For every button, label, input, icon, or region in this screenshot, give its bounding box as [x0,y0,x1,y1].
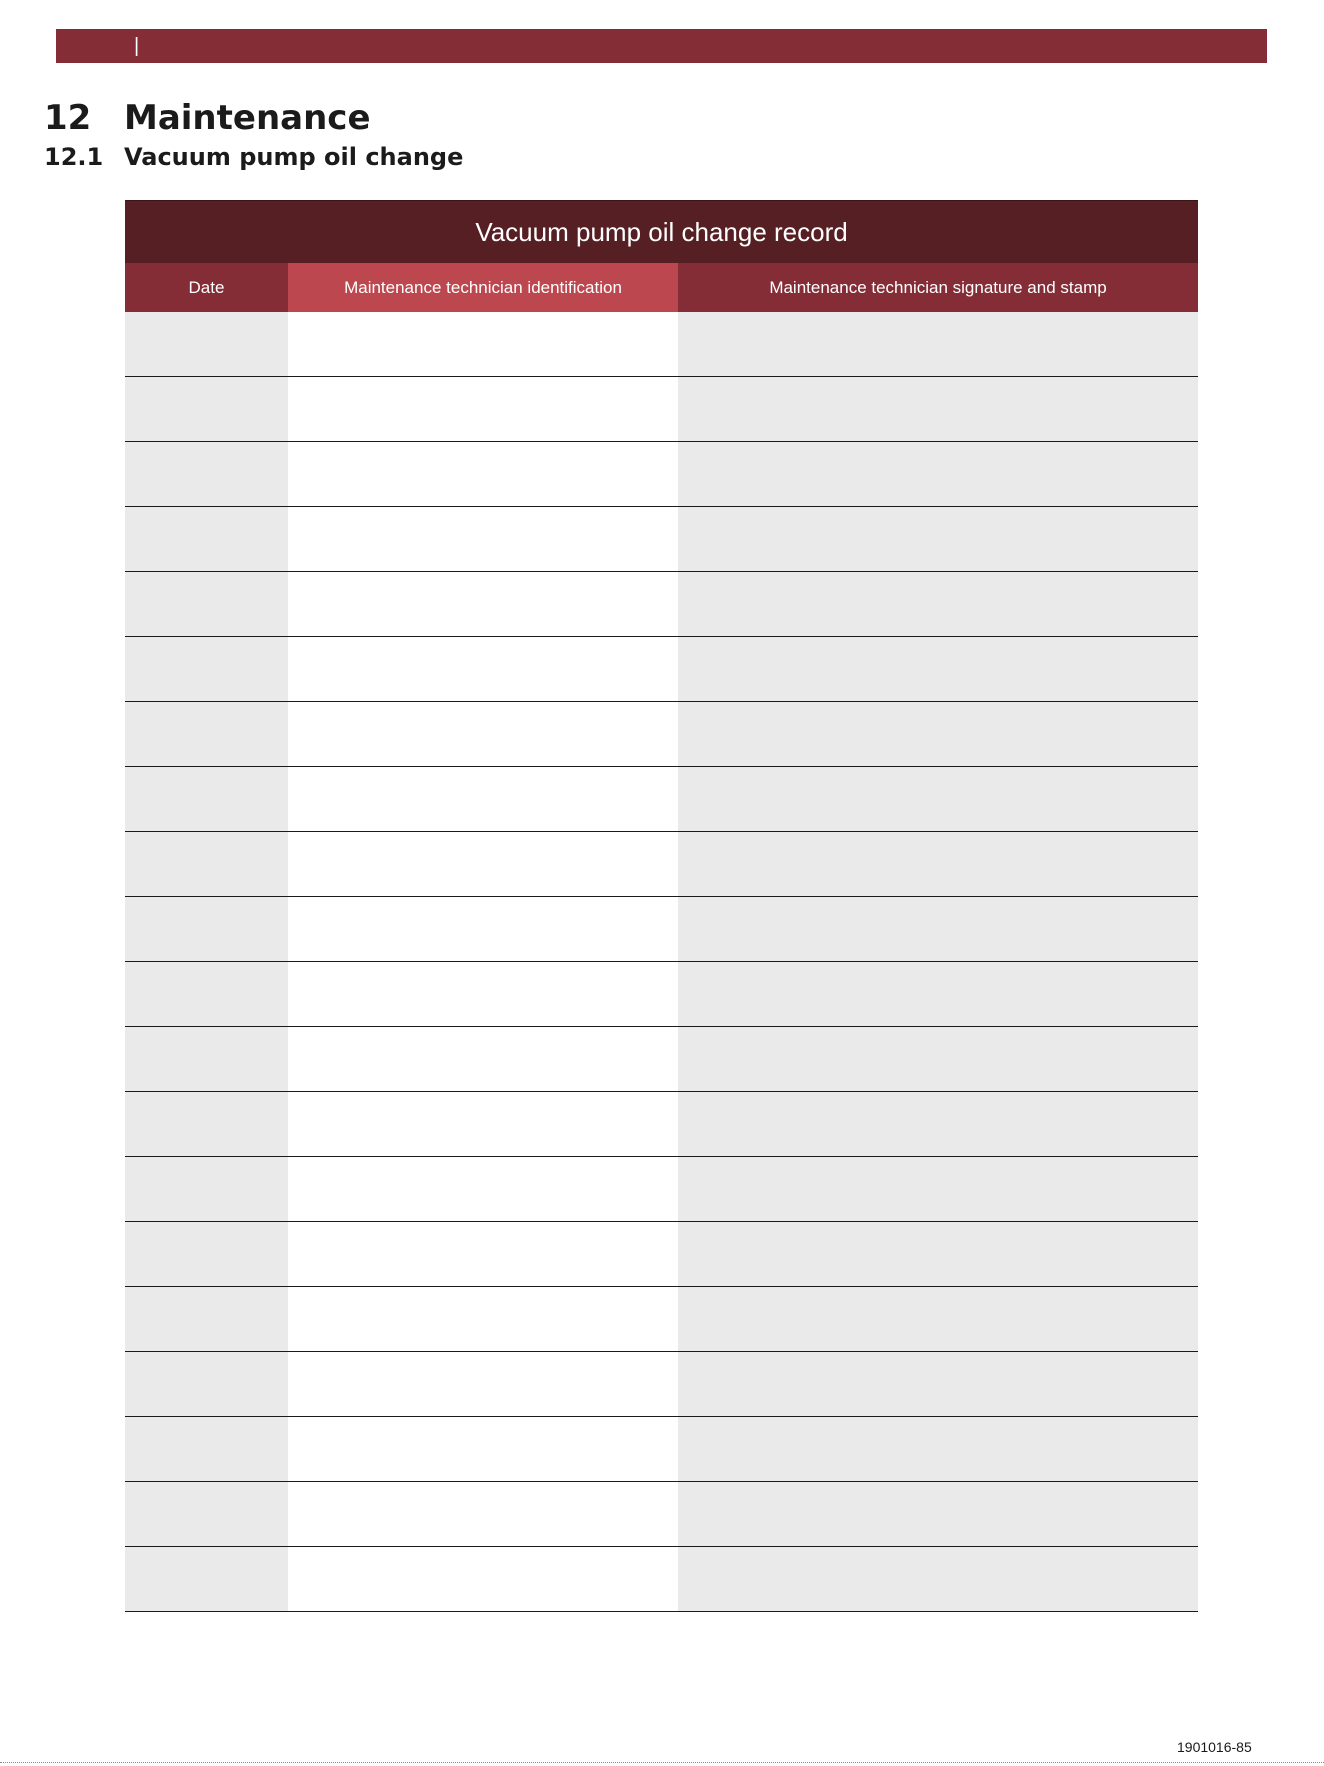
technician-id-cell [288,897,678,962]
header-band [56,29,1267,63]
signature-cell [678,312,1198,377]
technician-id-cell [288,1157,678,1222]
signature-cell [678,572,1198,637]
header-separator: | [134,35,140,57]
column-header-date: Date [125,263,288,312]
signature-cell [678,1222,1198,1287]
technician-id-cell [288,572,678,637]
date-cell [125,832,288,897]
chapter-heading [44,96,371,140]
technician-id-cell [288,1222,678,1287]
table-row [125,1027,1198,1092]
column-header-technician-id: Maintenance technician identification [288,263,678,312]
table-row [125,377,1198,442]
table-row [125,312,1198,377]
signature-cell [678,767,1198,832]
table-row [125,1352,1198,1417]
table-row [125,897,1198,962]
technician-id-cell [288,767,678,832]
technician-id-cell [288,702,678,767]
signature-cell [678,1547,1198,1612]
column-header-signature: Maintenance technician signature and stamp [678,263,1198,312]
technician-id-cell [288,637,678,702]
table-row [125,1482,1198,1547]
technician-id-cell [288,1027,678,1092]
technician-id-cell [288,377,678,442]
signature-cell [678,832,1198,897]
table-row [125,1222,1198,1287]
signature-cell [678,1352,1198,1417]
technician-id-cell [288,1482,678,1547]
date-cell [125,1157,288,1222]
table-row [125,767,1198,832]
document-code: 1901016-85 [1177,1739,1252,1755]
technician-id-cell [288,1352,678,1417]
section-number: 12.1 [44,143,104,171]
date-cell [125,377,288,442]
technician-id-cell [288,312,678,377]
date-cell [125,442,288,507]
signature-cell [678,962,1198,1027]
table-row [125,1417,1198,1482]
date-cell [125,1092,288,1157]
table-title: Vacuum pump oil change record [125,201,1198,264]
date-cell [125,1417,288,1482]
table-row [125,1092,1198,1157]
table-row [125,507,1198,572]
date-cell [125,702,288,767]
date-cell [125,962,288,1027]
table-row [125,702,1198,767]
date-cell [125,1287,288,1352]
table-row [125,1287,1198,1352]
date-cell [125,897,288,962]
chapter-number: 12 [44,98,92,138]
date-cell [125,1482,288,1547]
table-row [125,962,1198,1027]
chapter-title: Maintenance [124,98,371,138]
technician-id-cell [288,962,678,1027]
date-cell [125,767,288,832]
technician-id-cell [288,442,678,507]
signature-cell [678,1092,1198,1157]
table-row [125,572,1198,637]
bottom-rule [0,1762,1324,1763]
table-row [125,1157,1198,1222]
signature-cell [678,702,1198,767]
table-header-row [125,263,1198,312]
date-cell [125,507,288,572]
table-title-row [125,201,1198,264]
table-body [125,312,1198,1612]
section-heading [44,141,463,173]
technician-id-cell [288,1547,678,1612]
technician-id-cell [288,1092,678,1157]
section-title: Vacuum pump oil change [124,143,464,171]
signature-cell [678,1157,1198,1222]
table-row [125,832,1198,897]
signature-cell [678,1482,1198,1547]
signature-cell [678,1287,1198,1352]
technician-id-cell [288,1417,678,1482]
table-row [125,1547,1198,1612]
signature-cell [678,897,1198,962]
date-cell [125,572,288,637]
signature-cell [678,1027,1198,1092]
signature-cell [678,507,1198,572]
date-cell [125,312,288,377]
date-cell [125,1027,288,1092]
date-cell [125,1547,288,1612]
table-row [125,442,1198,507]
technician-id-cell [288,832,678,897]
signature-cell [678,442,1198,507]
date-cell [125,637,288,702]
signature-cell [678,377,1198,442]
table-row [125,637,1198,702]
date-cell [125,1352,288,1417]
date-cell [125,1222,288,1287]
technician-id-cell [288,1287,678,1352]
oil-change-record-table [125,200,1198,1612]
signature-cell [678,637,1198,702]
technician-id-cell [288,507,678,572]
signature-cell [678,1417,1198,1482]
